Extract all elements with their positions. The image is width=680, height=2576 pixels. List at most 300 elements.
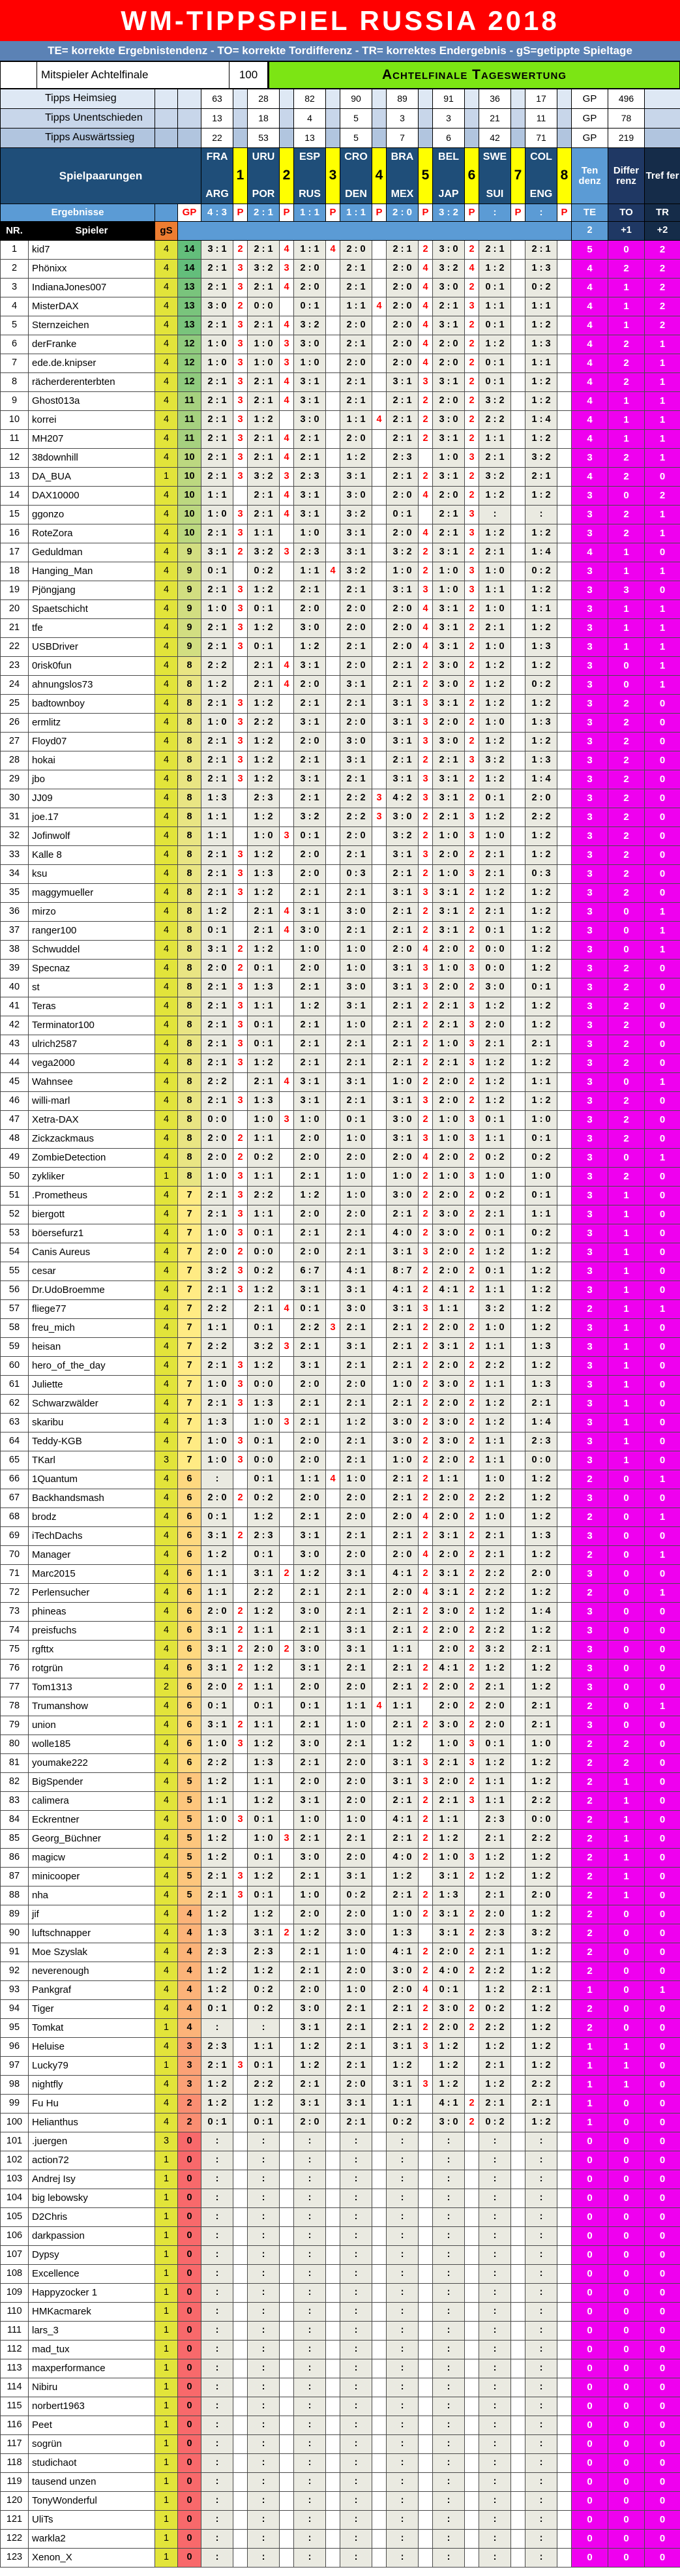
gs-cell[interactable]: 1: [155, 2265, 178, 2284]
tip-points-cell[interactable]: [557, 2114, 572, 2132]
tip-score-cell[interactable]: :: [248, 2492, 280, 2511]
tip-score-cell[interactable]: 3 : 2: [525, 449, 557, 468]
tip-score-cell[interactable]: 2 : 0: [340, 1376, 372, 1395]
tip-score-cell[interactable]: :: [201, 2246, 233, 2265]
tendenz-cell[interactable]: 0: [572, 2170, 608, 2189]
tip-score-cell[interactable]: :: [479, 2454, 511, 2473]
tip-score-cell[interactable]: 6 : 7: [294, 1262, 326, 1281]
treffer-cell[interactable]: 0: [645, 2227, 680, 2246]
tip-points-cell[interactable]: 2: [465, 922, 479, 941]
tip-points-cell[interactable]: 2: [465, 714, 479, 733]
tip-score-cell[interactable]: 2 : 1: [201, 449, 233, 468]
tip-points-cell[interactable]: [511, 543, 525, 562]
empty-cell[interactable]: [419, 109, 433, 129]
tip-points-cell[interactable]: [372, 1035, 387, 1054]
tip-points-cell[interactable]: [233, 2341, 248, 2359]
tip-points-cell[interactable]: [233, 2284, 248, 2303]
treffer-cell[interactable]: 0: [645, 714, 680, 733]
tip-score-cell[interactable]: :: [340, 2416, 372, 2435]
player-nr[interactable]: 50: [1, 1168, 29, 1187]
tip-points-cell[interactable]: [372, 1943, 387, 1962]
player-nr[interactable]: 73: [1, 1603, 29, 1622]
tip-points-cell[interactable]: [280, 1962, 294, 1981]
tendenz-cell[interactable]: 2: [572, 1943, 608, 1962]
tip-score-cell[interactable]: 1 : 2: [479, 1073, 511, 1092]
treffer-cell[interactable]: 1: [645, 600, 680, 619]
tip-score-cell[interactable]: 1 : 2: [479, 1092, 511, 1111]
treffer-cell[interactable]: 0: [645, 2454, 680, 2473]
spieler-header[interactable]: Spieler: [29, 222, 155, 241]
gs-cell[interactable]: 4: [155, 619, 178, 638]
tip-points-cell[interactable]: [372, 1338, 387, 1357]
tip-points-cell[interactable]: [557, 1281, 572, 1300]
tip-points-cell[interactable]: [372, 2492, 387, 2511]
tip-points-cell[interactable]: [511, 1697, 525, 1716]
gs-cell[interactable]: 1: [155, 2454, 178, 2473]
tendenz-cell[interactable]: 3: [572, 449, 608, 468]
tendenz-cell[interactable]: 3: [572, 903, 608, 922]
tip-score-cell[interactable]: 1 : 0: [248, 354, 280, 373]
tip-points-cell[interactable]: 4: [465, 260, 479, 279]
player-name[interactable]: Kalle 8: [29, 846, 155, 865]
player-name[interactable]: Marc2015: [29, 1565, 155, 1584]
gp-cell[interactable]: 9: [178, 619, 201, 638]
tip-points-cell[interactable]: 3: [233, 449, 248, 468]
gp-cell[interactable]: 5: [178, 1887, 201, 1905]
tip-points-cell[interactable]: [511, 1187, 525, 1205]
player-name[interactable]: nightfly: [29, 2076, 155, 2095]
match-result-cell[interactable]: 2 : 0: [387, 204, 419, 222]
differenz-cell[interactable]: 0: [608, 2000, 645, 2019]
treffer-cell[interactable]: 1: [645, 449, 680, 468]
treffer-cell[interactable]: 1: [645, 411, 680, 430]
tip-score-cell[interactable]: :: [201, 2435, 233, 2454]
tip-score-cell[interactable]: 2 : 0: [387, 600, 419, 619]
tip-score-cell[interactable]: 4 : 1: [433, 1281, 465, 1300]
player-nr[interactable]: 113: [1, 2359, 29, 2378]
tip-score-cell[interactable]: 3 : 0: [340, 1924, 372, 1943]
tip-score-cell[interactable]: :: [433, 2208, 465, 2227]
treffer-cell[interactable]: 1: [645, 1073, 680, 1092]
gp-cell[interactable]: 3: [178, 2057, 201, 2076]
tip-score-cell[interactable]: 1 : 2: [479, 1414, 511, 1432]
player-name[interactable]: skaribu: [29, 1414, 155, 1432]
tip-score-cell[interactable]: 1 : 0: [248, 335, 280, 354]
tip-points-cell[interactable]: 2: [233, 1678, 248, 1697]
tip-score-cell[interactable]: 3 : 2: [340, 562, 372, 581]
tip-score-cell[interactable]: 2 : 1: [387, 2019, 419, 2038]
tip-points-cell[interactable]: 2: [419, 1905, 433, 1924]
tip-score-cell[interactable]: 0 : 1: [201, 1508, 233, 1527]
tip-points-cell[interactable]: [326, 922, 340, 941]
tip-points-cell[interactable]: [511, 657, 525, 676]
differenz-cell[interactable]: 0: [608, 487, 645, 506]
tip-points-cell[interactable]: [511, 600, 525, 619]
tip-points-cell[interactable]: [280, 2378, 294, 2397]
tip-points-cell[interactable]: [280, 1697, 294, 1716]
tip-points-cell[interactable]: [465, 2549, 479, 2568]
tip-score-cell[interactable]: 2 : 0: [479, 1716, 511, 1735]
tip-score-cell[interactable]: 2 : 0: [294, 1432, 326, 1451]
tip-points-cell[interactable]: 3: [419, 978, 433, 997]
gp-cell[interactable]: 13: [178, 297, 201, 316]
tip-score-cell[interactable]: 2 : 1: [340, 922, 372, 941]
player-name[interactable]: youmake222: [29, 1754, 155, 1773]
tip-points-cell[interactable]: [465, 2359, 479, 2378]
tip-points-cell[interactable]: 4: [280, 241, 294, 260]
tip-points-cell[interactable]: 2: [465, 789, 479, 808]
gs-cell[interactable]: 4: [155, 1830, 178, 1849]
tip-score-cell[interactable]: 1 : 0: [340, 1187, 372, 1205]
tip-score-cell[interactable]: 2 : 1: [201, 865, 233, 884]
gs-cell[interactable]: 1: [155, 2341, 178, 2359]
player-nr[interactable]: 66: [1, 1470, 29, 1489]
tip-points-cell[interactable]: [326, 2227, 340, 2246]
tip-points-cell[interactable]: 3: [233, 619, 248, 638]
tip-score-cell[interactable]: 0 : 1: [201, 1697, 233, 1716]
differenz-cell[interactable]: 1: [608, 1187, 645, 1205]
tip-score-cell[interactable]: 3 : 1: [340, 1622, 372, 1641]
tip-score-cell[interactable]: 1 : 0: [387, 1905, 419, 1924]
match-teams-cell[interactable]: [201, 148, 233, 204]
tip-points-cell[interactable]: [280, 619, 294, 638]
differenz-cell[interactable]: 1: [608, 1281, 645, 1300]
tip-points-cell[interactable]: [511, 581, 525, 600]
tip-score-cell[interactable]: :: [294, 2284, 326, 2303]
tip-score-cell[interactable]: 1 : 0: [201, 600, 233, 619]
tip-points-cell[interactable]: [372, 506, 387, 524]
tip-points-cell[interactable]: 2: [419, 1395, 433, 1414]
tendenz-cell[interactable]: 3: [572, 808, 608, 827]
tip-points-cell[interactable]: 3: [372, 808, 387, 827]
tip-points-cell[interactable]: [233, 789, 248, 808]
empty-cell[interactable]: [233, 129, 248, 148]
tip-points-cell[interactable]: 3: [233, 1092, 248, 1111]
tip-points-cell[interactable]: [419, 2265, 433, 2284]
tip-score-cell[interactable]: 2 : 0: [433, 1546, 465, 1565]
tip-points-cell[interactable]: [372, 2208, 387, 2227]
tip-score-cell[interactable]: 1 : 2: [525, 1357, 557, 1376]
player-nr[interactable]: 87: [1, 1868, 29, 1887]
tip-points-cell[interactable]: [372, 2246, 387, 2265]
treffer-cell[interactable]: 0: [645, 2132, 680, 2151]
tip-points-cell[interactable]: [233, 2473, 248, 2492]
tip-score-cell[interactable]: 1 : 2: [525, 1489, 557, 1508]
player-nr[interactable]: 49: [1, 1149, 29, 1168]
tip-points-cell[interactable]: 3: [465, 808, 479, 827]
tip-score-cell[interactable]: 1 : 1: [201, 1319, 233, 1338]
gs-cell[interactable]: 4: [155, 1073, 178, 1092]
tip-score-cell[interactable]: :: [387, 2208, 419, 2227]
gs-cell[interactable]: 4: [155, 1262, 178, 1281]
gs-cell[interactable]: 4: [155, 373, 178, 392]
differenz-cell[interactable]: 2: [608, 1092, 645, 1111]
tendenz-cell[interactable]: 0: [572, 2492, 608, 2511]
tip-score-cell[interactable]: 2 : 0: [433, 1187, 465, 1205]
tip-score-cell[interactable]: 1 : 2: [201, 1981, 233, 2000]
tip-score-cell[interactable]: 4 : 1: [387, 1565, 419, 1584]
differenz-cell[interactable]: 2: [608, 827, 645, 846]
spielpaarungen-label[interactable]: Spielpaarungen: [1, 148, 201, 204]
treffer-cell[interactable]: 0: [645, 2000, 680, 2019]
treffer-cell[interactable]: 0: [645, 865, 680, 884]
tip-points-cell[interactable]: [557, 1981, 572, 2000]
tip-points-cell[interactable]: [372, 2095, 387, 2114]
tip-score-cell[interactable]: 2 : 1: [340, 392, 372, 411]
treffer-cell[interactable]: 2: [645, 279, 680, 297]
player-name[interactable]: Xenon_X: [29, 2549, 155, 2568]
tendenz-cell[interactable]: 2: [572, 1470, 608, 1489]
player-nr[interactable]: 119: [1, 2473, 29, 2492]
empty-cell[interactable]: [326, 109, 340, 129]
tip-points-cell[interactable]: [557, 657, 572, 676]
tip-score-cell[interactable]: 2 : 0: [294, 1243, 326, 1262]
tip-score-cell[interactable]: 3 : 2: [340, 506, 372, 524]
tip-points-cell[interactable]: [280, 1262, 294, 1281]
tip-points-cell[interactable]: [280, 2038, 294, 2057]
tip-score-cell[interactable]: 1 : 1: [248, 524, 280, 543]
gp-cell[interactable]: 8: [178, 978, 201, 997]
tip-points-cell[interactable]: [326, 1432, 340, 1451]
differenz-cell[interactable]: 2: [608, 1130, 645, 1149]
tip-score-cell[interactable]: 1 : 4: [525, 543, 557, 562]
tip-points-cell[interactable]: [419, 2511, 433, 2530]
tip-points-cell[interactable]: [372, 373, 387, 392]
tip-score-cell[interactable]: :: [248, 2303, 280, 2322]
tip-points-cell[interactable]: [557, 1451, 572, 1470]
gp-cell[interactable]: 4: [178, 1962, 201, 1981]
tip-score-cell[interactable]: :: [387, 2246, 419, 2265]
tip-score-cell[interactable]: 2 : 0: [340, 1489, 372, 1508]
player-name[interactable]: MisterDAX: [29, 297, 155, 316]
player-nr[interactable]: 33: [1, 846, 29, 865]
player-nr[interactable]: 2: [1, 260, 29, 279]
gp-cell[interactable]: 4: [178, 1924, 201, 1943]
tip-points-cell[interactable]: [326, 789, 340, 808]
tip-score-cell[interactable]: 2 : 2: [479, 1962, 511, 1981]
tip-score-cell[interactable]: 0 : 2: [248, 1149, 280, 1168]
tip-points-cell[interactable]: [372, 562, 387, 581]
tip-points-cell[interactable]: [557, 1565, 572, 1584]
tip-score-cell[interactable]: 3 : 0: [387, 1111, 419, 1130]
treffer-cell[interactable]: 2: [645, 241, 680, 260]
tip-points-cell[interactable]: [557, 411, 572, 430]
gp-cell[interactable]: 2: [178, 2114, 201, 2132]
gs-cell[interactable]: 4: [155, 1395, 178, 1414]
empty-cell[interactable]: [155, 109, 178, 129]
tip-score-cell[interactable]: 2 : 1: [294, 1716, 326, 1735]
tip-points-cell[interactable]: [557, 2416, 572, 2435]
tip-points-cell[interactable]: [511, 1622, 525, 1641]
gs-cell[interactable]: 4: [155, 1565, 178, 1584]
tip-points-cell[interactable]: [557, 2530, 572, 2549]
tip-score-cell[interactable]: :: [433, 2511, 465, 2530]
differenz-cell[interactable]: 1: [608, 638, 645, 657]
tip-score-cell[interactable]: 2 : 1: [479, 1035, 511, 1054]
tip-score-cell[interactable]: 2 : 3: [201, 1943, 233, 1962]
treffer-cell[interactable]: 2: [645, 260, 680, 279]
tip-score-cell[interactable]: :: [248, 2208, 280, 2227]
tip-points-cell[interactable]: [326, 392, 340, 411]
tip-score-cell[interactable]: :: [248, 2151, 280, 2170]
gp-cell[interactable]: 10: [178, 487, 201, 506]
tip-score-cell[interactable]: 1 : 2: [201, 2095, 233, 2114]
tip-score-cell[interactable]: 3 : 0: [433, 1414, 465, 1432]
tendenz-cell[interactable]: 2: [572, 1546, 608, 1565]
gs-cell[interactable]: 4: [155, 1489, 178, 1508]
tip-points-cell[interactable]: [233, 1300, 248, 1319]
tip-points-cell[interactable]: [511, 1811, 525, 1830]
gp-cell[interactable]: 8: [178, 714, 201, 733]
tip-points-cell[interactable]: [372, 903, 387, 922]
points-header[interactable]: P: [326, 204, 340, 222]
tip-points-cell[interactable]: 2: [419, 1622, 433, 1641]
gs-cell[interactable]: 4: [155, 1584, 178, 1603]
points-header[interactable]: P: [465, 204, 479, 222]
tip-score-cell[interactable]: 3 : 1: [433, 770, 465, 789]
empty-cell[interactable]: [645, 109, 680, 129]
tip-score-cell[interactable]: :: [479, 2284, 511, 2303]
tip-points-cell[interactable]: [372, 2189, 387, 2208]
tip-points-cell[interactable]: [280, 695, 294, 714]
tip-score-cell[interactable]: 0 : 1: [201, 562, 233, 581]
tip-points-cell[interactable]: [372, 1622, 387, 1641]
tip-points-cell[interactable]: 3: [233, 695, 248, 714]
tip-score-cell[interactable]: :: [525, 2227, 557, 2246]
tip-points-cell[interactable]: [465, 2132, 479, 2151]
player-nr[interactable]: 44: [1, 1054, 29, 1073]
tip-score-cell[interactable]: 1 : 0: [479, 1508, 511, 1527]
tip-points-cell[interactable]: [511, 1641, 525, 1659]
tip-points-cell[interactable]: 3: [233, 600, 248, 619]
tip-score-cell[interactable]: :: [387, 2492, 419, 2511]
tip-points-cell[interactable]: [326, 2549, 340, 2568]
tip-score-cell[interactable]: 3 : 1: [433, 695, 465, 714]
tip-score-cell[interactable]: :: [525, 2132, 557, 2151]
tip-score-cell[interactable]: 3 : 1: [294, 373, 326, 392]
tip-points-cell[interactable]: [326, 1187, 340, 1205]
gp-cell[interactable]: 6: [178, 1489, 201, 1508]
gs-cell[interactable]: 4: [155, 1716, 178, 1735]
tip-score-cell[interactable]: 0 : 2: [525, 676, 557, 695]
tip-points-cell[interactable]: [326, 1887, 340, 1905]
tip-points-cell[interactable]: 3: [419, 2076, 433, 2095]
differenz-cell[interactable]: 0: [608, 2095, 645, 2114]
tendenz-cell[interactable]: 3: [572, 941, 608, 960]
tip-points-cell[interactable]: [326, 2170, 340, 2189]
tip-score-cell[interactable]: 3 : 1: [387, 695, 419, 714]
tip-points-cell[interactable]: 2: [465, 430, 479, 449]
player-name[interactable]: Dr.UdoBroemme: [29, 1281, 155, 1300]
tendenz-cell[interactable]: 0: [572, 2132, 608, 2151]
tip-points-cell[interactable]: 2: [419, 1414, 433, 1432]
tip-score-cell[interactable]: 2 : 0: [433, 1641, 465, 1659]
player-name[interactable]: ZombieDetection: [29, 1149, 155, 1168]
tip-score-cell[interactable]: 0 : 2: [525, 1224, 557, 1243]
tip-score-cell[interactable]: 1 : 0: [201, 1168, 233, 1187]
tendenz-cell[interactable]: 3: [572, 1111, 608, 1130]
gp-label-cell[interactable]: GP: [572, 129, 608, 148]
tip-points-cell[interactable]: [557, 1508, 572, 1527]
treffer-cell[interactable]: 0: [645, 2246, 680, 2265]
gp-cell[interactable]: 4: [178, 1981, 201, 2000]
tip-score-cell[interactable]: 1 : 2: [248, 619, 280, 638]
tip-points-cell[interactable]: 4: [419, 1508, 433, 1527]
tendenz-cell[interactable]: 2: [572, 2000, 608, 2019]
player-name[interactable]: Helianthus: [29, 2114, 155, 2132]
mitspieler-count[interactable]: 100: [229, 61, 268, 89]
tip-score-cell[interactable]: :: [433, 2322, 465, 2341]
tendenz-cell[interactable]: 0: [572, 2378, 608, 2397]
player-name[interactable]: ahnungslos73: [29, 676, 155, 695]
player-name[interactable]: Excellence: [29, 2265, 155, 2284]
tip-points-cell[interactable]: [465, 2492, 479, 2511]
gs-cell[interactable]: 1: [155, 2246, 178, 2265]
tip-points-cell[interactable]: 3: [233, 751, 248, 770]
tip-points-cell[interactable]: [326, 1868, 340, 1887]
tip-score-cell[interactable]: 3 : 2: [387, 543, 419, 562]
match-result-cell[interactable]: :: [525, 204, 557, 222]
player-nr[interactable]: 121: [1, 2511, 29, 2530]
tip-points-cell[interactable]: [511, 1168, 525, 1187]
tendenz-cell[interactable]: 3: [572, 1641, 608, 1659]
tip-score-cell[interactable]: 2 : 1: [387, 1678, 419, 1697]
tip-score-cell[interactable]: 2 : 1: [433, 524, 465, 543]
tip-points-cell[interactable]: [280, 1943, 294, 1962]
tip-score-cell[interactable]: 1 : 1: [201, 487, 233, 506]
tip-score-cell[interactable]: 0 : 1: [294, 1697, 326, 1716]
player-nr[interactable]: 24: [1, 676, 29, 695]
tip-points-cell[interactable]: [372, 2076, 387, 2095]
tip-score-cell[interactable]: 1 : 3: [433, 1887, 465, 1905]
differenz-cell[interactable]: 2: [608, 751, 645, 770]
tipps-count-cell[interactable]: 36: [479, 89, 511, 109]
tip-score-cell[interactable]: 0 : 1: [479, 1111, 511, 1130]
tip-score-cell[interactable]: 2 : 0: [294, 260, 326, 279]
tip-score-cell[interactable]: 3 : 1: [433, 638, 465, 657]
tip-points-cell[interactable]: [326, 1224, 340, 1243]
tip-points-cell[interactable]: [557, 1338, 572, 1357]
tip-points-cell[interactable]: 2: [419, 1716, 433, 1735]
player-nr[interactable]: 85: [1, 1830, 29, 1849]
tip-points-cell[interactable]: [419, 2473, 433, 2492]
tip-score-cell[interactable]: 1 : 0: [525, 1735, 557, 1754]
treffer-cell[interactable]: 0: [645, 1659, 680, 1678]
treffer-cell[interactable]: 0: [645, 468, 680, 487]
tip-points-cell[interactable]: 2: [419, 1262, 433, 1281]
tip-score-cell[interactable]: :: [248, 2416, 280, 2435]
player-nr[interactable]: 72: [1, 1584, 29, 1603]
player-name[interactable]: DA_BUA: [29, 468, 155, 487]
treffer-cell[interactable]: 1: [645, 373, 680, 392]
tip-score-cell[interactable]: 0 : 1: [387, 506, 419, 524]
gs-cell[interactable]: 4: [155, 2038, 178, 2057]
tip-score-cell[interactable]: :: [294, 2208, 326, 2227]
tip-score-cell[interactable]: 2 : 0: [433, 1697, 465, 1716]
empty-cell[interactable]: [280, 89, 294, 109]
tip-score-cell[interactable]: 1 : 3: [248, 865, 280, 884]
tip-points-cell[interactable]: 2: [465, 1489, 479, 1508]
differenz-cell[interactable]: 0: [608, 2151, 645, 2170]
tip-score-cell[interactable]: 2 : 1: [248, 657, 280, 676]
tip-points-cell[interactable]: [233, 2095, 248, 2114]
player-nr[interactable]: 1: [1, 241, 29, 260]
tip-points-cell[interactable]: [326, 2435, 340, 2454]
tip-score-cell[interactable]: 2 : 1: [294, 1168, 326, 1187]
tip-points-cell[interactable]: 3: [233, 884, 248, 903]
tip-score-cell[interactable]: 2 : 1: [387, 1527, 419, 1546]
tip-points-cell[interactable]: [280, 770, 294, 789]
